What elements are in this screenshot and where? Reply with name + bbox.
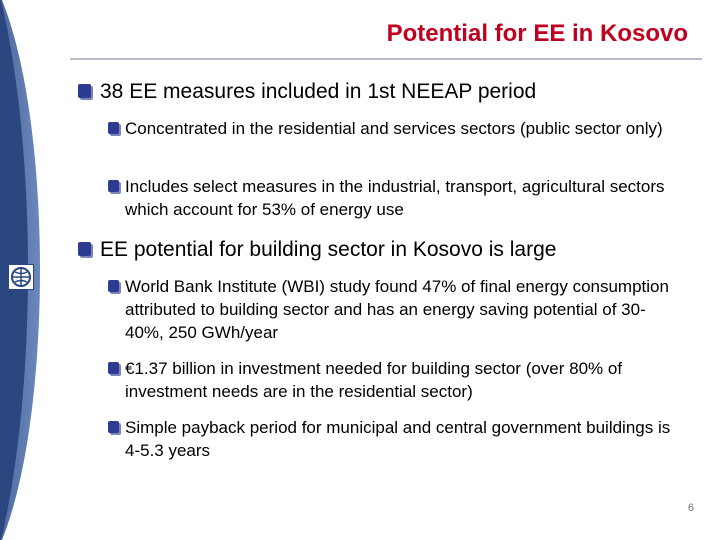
page-number: 6 xyxy=(687,502,694,514)
world-bank-logo xyxy=(8,264,34,290)
bullet-text: €1.37 billion in investment needed for building sector (over 80% of investment needs are in the residential sector) xyxy=(125,359,623,401)
bullet-text: World Bank Institute (WBI) study found 47% of final energy consumption attributed to building sector and has an energy saving potential of 30-40%, 250 GWh/year xyxy=(125,277,669,342)
square-bullet-icon xyxy=(108,122,119,134)
bullet-text: EE potential for building sector in Kosovo is large xyxy=(100,238,557,261)
bullet-level2 xyxy=(108,175,678,221)
square-bullet-icon xyxy=(78,84,91,98)
square-bullet-icon xyxy=(108,362,119,374)
bullet-level2 xyxy=(108,357,678,403)
slide-title: Potential for EE in Kosovo xyxy=(386,20,688,47)
bullet-level2 xyxy=(108,275,678,344)
square-bullet-icon xyxy=(78,242,91,256)
square-bullet-icon xyxy=(108,280,119,292)
bullet-text: Simple payback period for municipal and central government buildings is 4-5.3 years xyxy=(125,418,671,460)
bullet-level2 xyxy=(108,416,678,462)
title-divider xyxy=(70,58,702,60)
bullet-text: Includes select measures in the industrial, transport, agricultural sectors which account for 53% of energy use xyxy=(125,177,665,219)
bullet-text: 38 EE measures included in 1st NEEAP period xyxy=(100,80,537,103)
bullet-text: Concentrated in the residential and services sectors (public sector only) xyxy=(125,119,663,138)
bullet-level1 xyxy=(78,79,536,104)
square-bullet-icon xyxy=(108,180,119,192)
bullet-level2 xyxy=(108,117,678,140)
bullet-level1 xyxy=(78,237,556,262)
square-bullet-icon xyxy=(108,421,119,433)
